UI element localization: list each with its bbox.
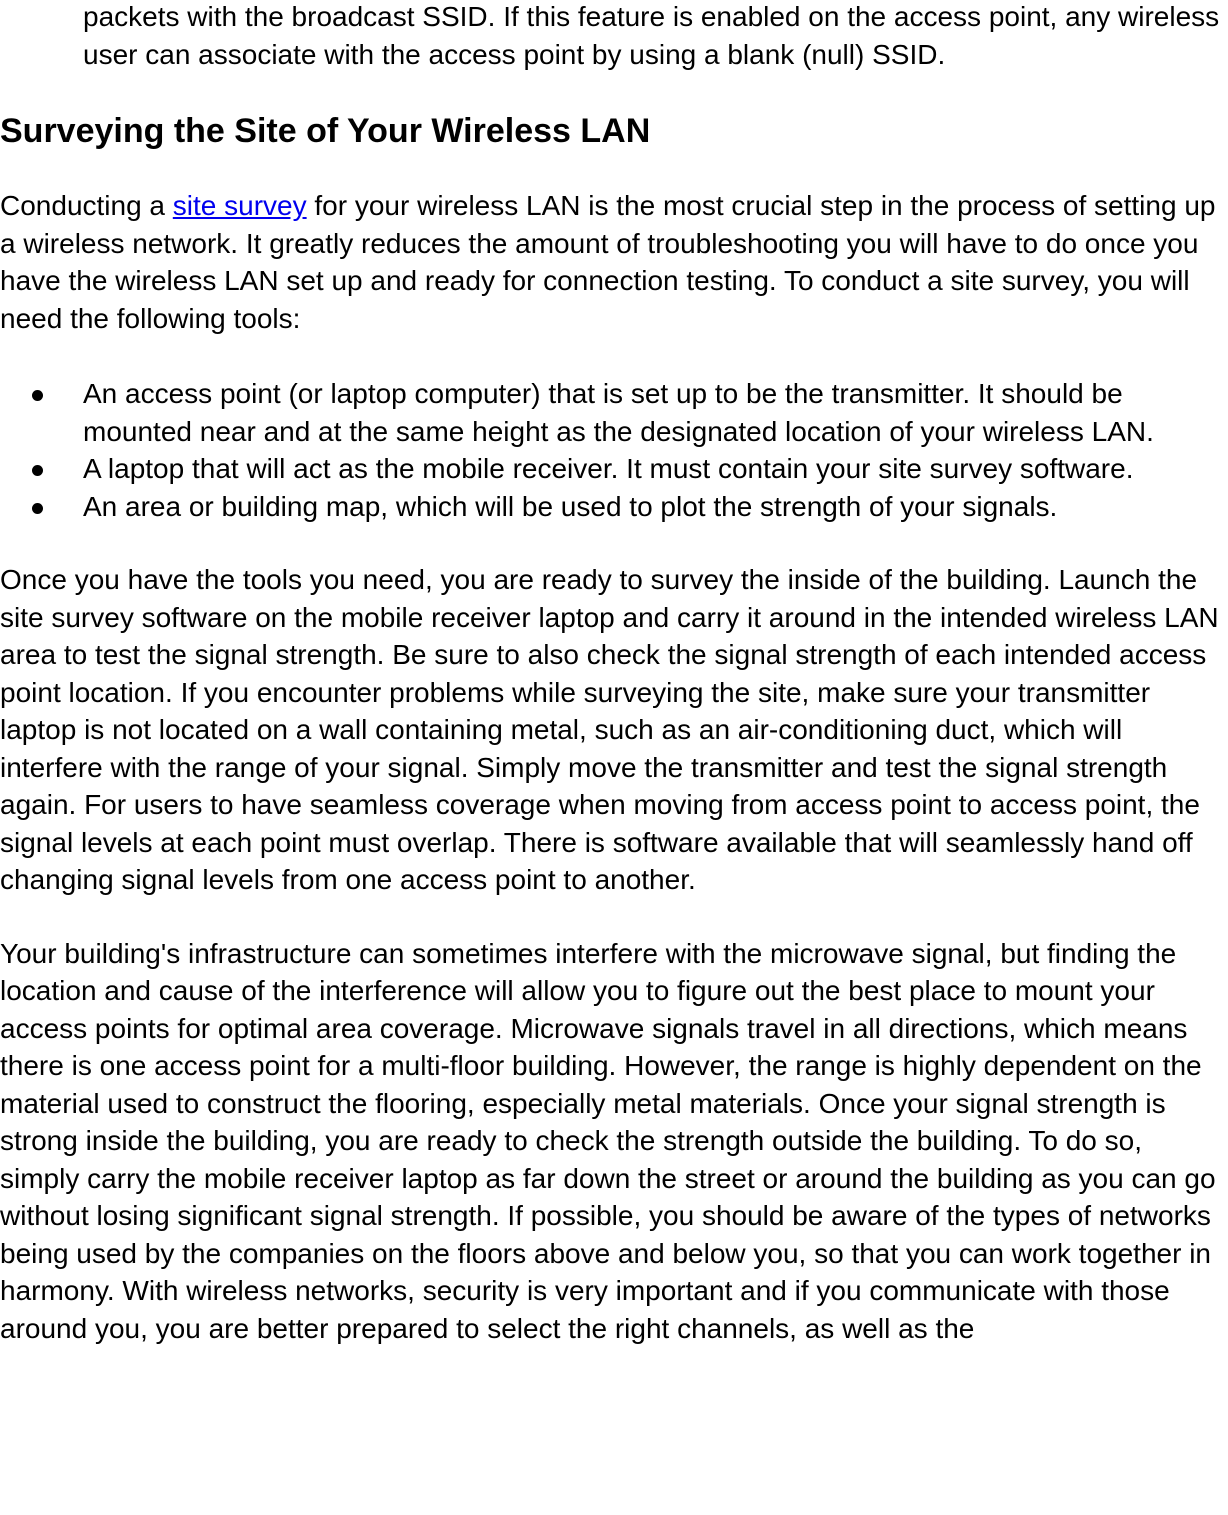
infrastructure-paragraph: Your building's infrastructure can sometimes interfere with the microwave signal, but finding the location and cause of the interference will allow you to figure out the best place to mount your access points for optimal area coverage. Microwave signals travel in all directions, which means there is one access point for a multi-floor building. However, the range is highly dependent on the material used to construct the flooring, especially metal materials. Once your signal strength is strong inside the building, you are ready to check the strength outside the building. To do so, simply carry the mobile receiver laptop as far down the street or around the building as you can go without losing significant signal strength. If possible, you should be aware of the types of networks being used by the companies on the floors above and below you, so that you can work together in harmony. With wireless networks, security is very important and if you communicate with those around you, you are better prepared to select the right channels, as well as the xyxy=(0,937,1216,1344)
tools-list xyxy=(0,375,1228,525)
list-item-text: An access point (or laptop computer) that is set up to be the transmitter. It should be mounted near and at the same height as the designated location of your wireless LAN. xyxy=(83,378,1154,447)
survey-procedure-paragraph: Once you have the tools you need, you are ready to survey the inside of the building. Launch the site survey software on the mobile receiver laptop and carry it around in the intended wireless LAN area to test the signal strength. Be sure to also check the signal strength of each intended access point location. If you encounter problems while surveying the site, make sure your transmitter laptop is not located on a wall containing metal, such as an air-conditioning duct, which will interfere with the range of your signal. Simply move the transmitter and test the signal strength again. For users to have seamless coverage when moving from access point to access point, the signal levels at each point must overlap. There is software available that will seamlessly hand off changing signal levels from one access point to another. xyxy=(0,564,1219,895)
site-survey-link[interactable]: site survey xyxy=(172,190,307,221)
intro-continuation-text: packets with the broadcast SSID. If this feature is enabled on the access point, any wireless user can associate with the access point by using a blank (null) SSID. xyxy=(83,1,1220,70)
section-heading: Surveying the Site of Your Wireless LAN xyxy=(0,112,651,150)
paragraph-text-before-link: Conducting a xyxy=(0,190,173,221)
list-item xyxy=(0,488,1228,526)
list-item-text: A laptop that will act as the mobile receiver. It must contain your site survey software. xyxy=(83,453,1134,484)
bullet-icon xyxy=(32,465,43,476)
paragraph-text-after-link: for your wireless LAN is the most crucial step in the process of setting up a wireless network. It greatly reduces the amount of troubleshooting you will have to do once you have the wireless LAN set up and ready for connection testing. To conduct a site survey, you will need the following tools: xyxy=(0,190,1216,334)
bullet-icon xyxy=(32,390,43,401)
list-item-text: An area or building map, which will be used to plot the strength of your signals. xyxy=(83,490,1058,522)
list-item xyxy=(0,375,1228,450)
bullet-icon xyxy=(32,503,43,514)
list-item xyxy=(0,450,1228,488)
site-survey-intro-paragraph xyxy=(0,187,1228,337)
